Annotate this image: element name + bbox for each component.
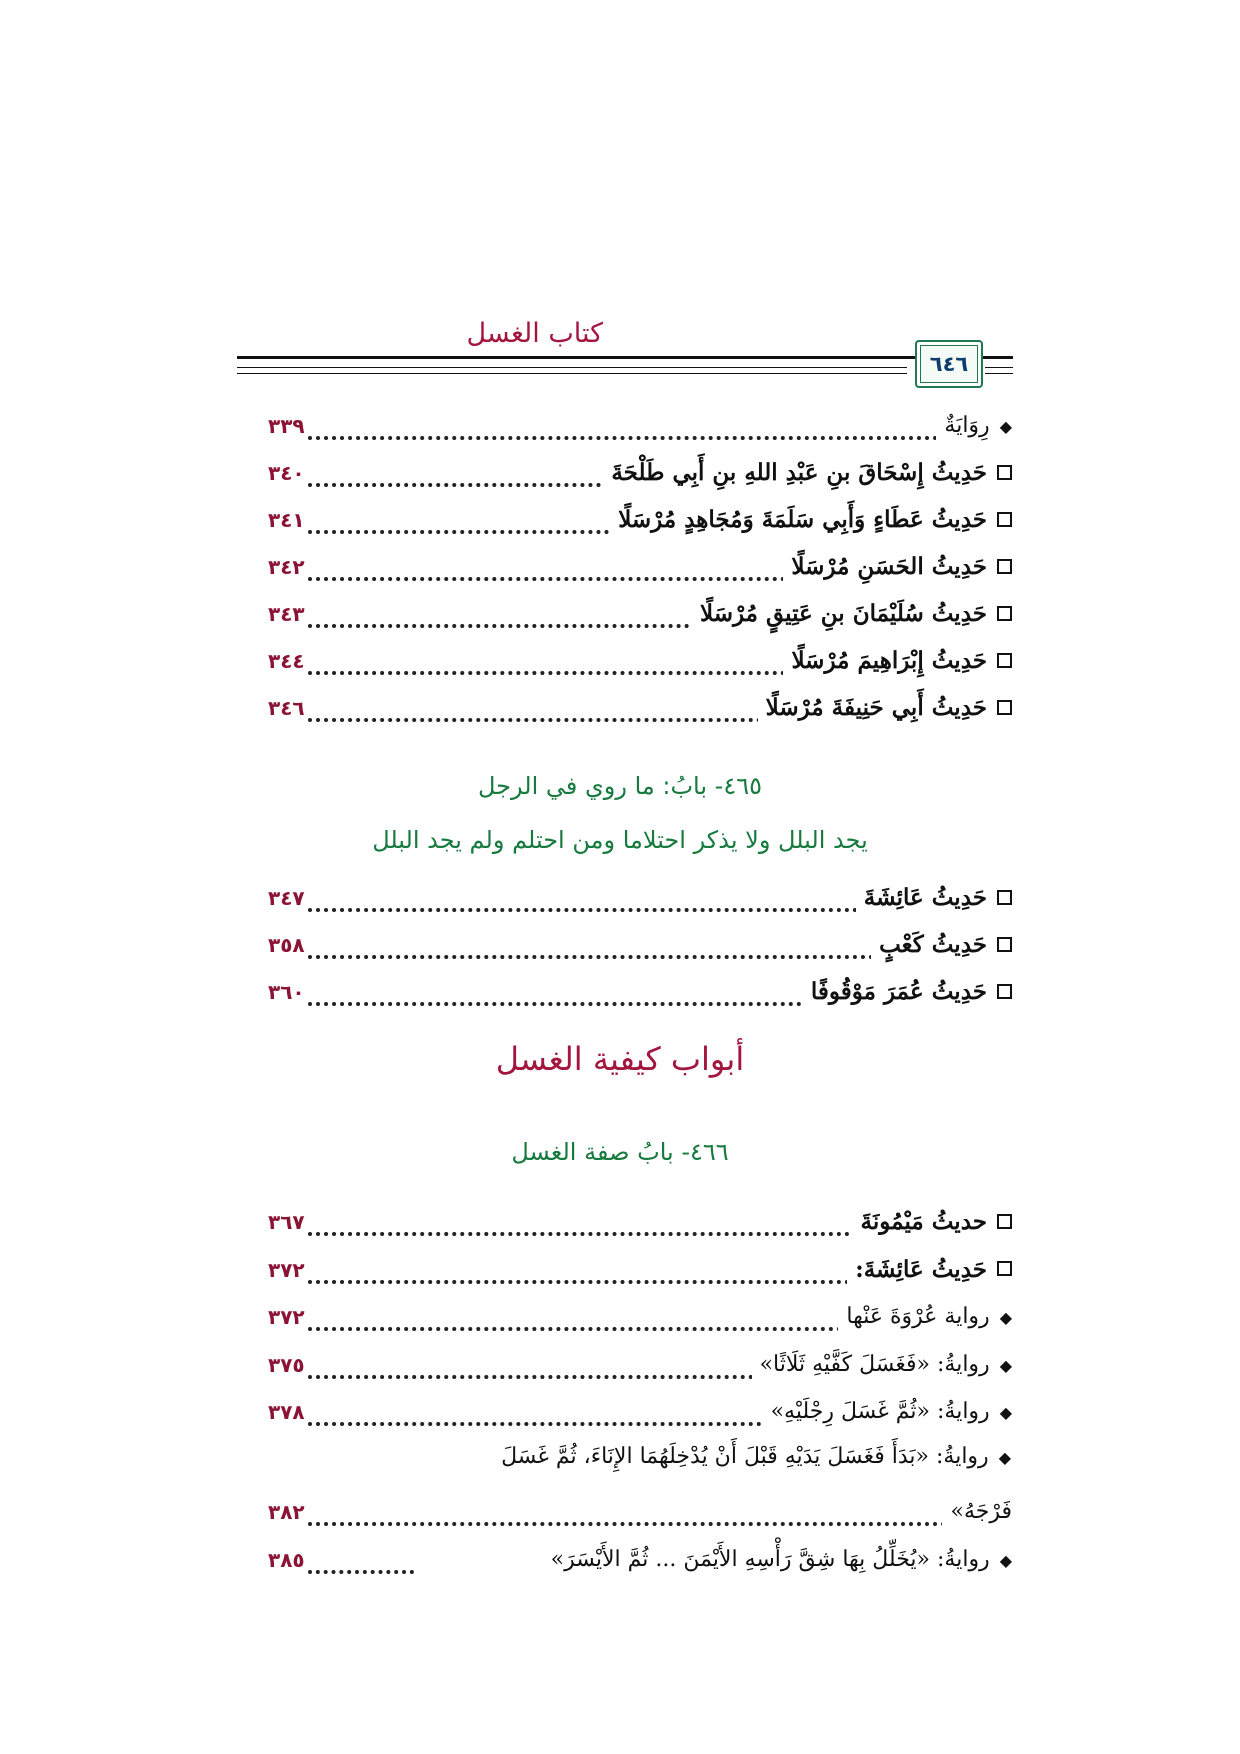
section-466-title: ٤٦٦- بابُ صفة الغسل: [511, 1138, 729, 1166]
entry-label: [853, 1200, 1012, 1244]
entry-text: حديثُ مَيْمُونَةَ: [860, 1208, 987, 1235]
entry-label: [803, 970, 1012, 1014]
toc-row: [270, 451, 1012, 495]
toc-row: [270, 592, 1012, 636]
dot-leader: [308, 1518, 1002, 1526]
header-rule: [985, 373, 1013, 374]
square-bullet-icon: [997, 1261, 1012, 1276]
page-number: ٦٤٦: [929, 352, 969, 376]
header-rule: [985, 367, 1013, 368]
page-ref: ٣٧٢: [268, 1257, 305, 1282]
entry-text: حَدِيثُ إِسْحَاقَ بنِ عَبْدِ اللهِ بنِ أَبِي طَلْحَةَ: [611, 459, 987, 486]
header-rule: [237, 373, 907, 374]
toc-row: [270, 1343, 1012, 1387]
page-ref: ٣٤٣: [268, 602, 305, 626]
entry-label: [603, 451, 1012, 495]
entry-text: حَدِيثُ عَائِشَةَ: [863, 884, 987, 911]
entry-label: [610, 498, 1012, 542]
page-ref: ٣٤٦: [268, 696, 305, 720]
entry-label: [871, 923, 1012, 967]
square-bullet-icon: [997, 984, 1012, 999]
toc-row: [270, 1200, 1012, 1244]
book-title: كتاب الغسل: [466, 318, 603, 349]
dot-leader: [308, 1566, 414, 1574]
diamond-icon: ◆: [999, 1551, 1012, 1570]
entry-label: فَرْجَهُ»: [942, 1490, 1012, 1534]
square-bullet-icon: [997, 937, 1012, 952]
diamond-icon: ◆: [999, 1403, 1012, 1422]
toc-row: [270, 498, 1012, 542]
square-bullet-icon: [997, 606, 1012, 621]
diamond-icon: ◆: [998, 1448, 1011, 1467]
entry-label: [847, 1248, 1012, 1292]
toc-row: [270, 923, 1012, 967]
entry-text: حَدِيثُ عَطَاءٍ وَأَبِي سَلَمَةَ وَمُجَاهِدٍ مُرْسَلًا: [618, 506, 987, 533]
toc-row: [270, 876, 1012, 920]
page-ref: ٣٣٩: [268, 414, 305, 438]
entry-label: [692, 592, 1012, 636]
entry-text: حَدِيثُ إِبْرَاهِيمَ مُرْسَلًا: [791, 647, 987, 674]
entry-label: [752, 1343, 1012, 1388]
toc-row: [270, 1538, 1012, 1582]
diamond-icon: ◆: [999, 1308, 1012, 1327]
entry-text: حَدِيثُ أَبِي حَنِيفَةَ مُرْسَلًا: [765, 694, 987, 721]
entry-label: [856, 876, 1012, 920]
page-ref: ٣٨٥: [268, 1548, 305, 1572]
page-ref: ٣٦٠: [268, 980, 305, 1004]
toc-row: [270, 1295, 1012, 1339]
entry-label: روايةُ: «بَدَأَ فَغَسَلَ يَدَيْهِ قَبْلَ أَنْ يُدْخِلَهُمَا الإِنَاءَ، ثُمَّ غَسَلَ: [501, 1444, 989, 1469]
toc-row: [270, 686, 1012, 730]
entry-label: [758, 686, 1012, 730]
page-ref: ٣٤٤: [268, 649, 305, 673]
toc-row: [270, 1248, 1012, 1292]
entry-text: روايةُ: «فَغَسَلَ كَفَّيْهِ ثَلَاثًا»: [759, 1351, 990, 1377]
page-ref: ٣٤٠: [268, 461, 305, 485]
entry-text: رِوَايَةٌ: [944, 413, 990, 438]
square-bullet-icon: [997, 890, 1012, 905]
square-bullet-icon: [997, 700, 1012, 715]
page-ref: ٣٤٧: [268, 886, 305, 910]
entry-text: حَدِيثُ الحَسَنِ مُرْسَلًا: [791, 553, 987, 580]
entry-label: [763, 1390, 1012, 1435]
entry-label: [936, 404, 1012, 449]
toc-row: [270, 545, 1012, 589]
toc-row: [270, 970, 1012, 1014]
page-header: [237, 318, 1013, 388]
entry-text: روايةُ: «ثُمَّ غَسَلَ رِجْلَيْهِ»: [770, 1399, 990, 1424]
toc-row: [270, 1490, 1012, 1534]
entry-label: [783, 545, 1012, 589]
toc-row: [270, 639, 1012, 683]
diamond-icon: ◆: [999, 1355, 1012, 1375]
entry-text: حَدِيثُ كَعْبٍ: [879, 931, 987, 958]
page-ref: ٣٨٢: [268, 1500, 305, 1524]
page-ref: ٣٧٥: [268, 1352, 305, 1377]
toc-row: [270, 404, 1012, 448]
page-ref: ٣٧٨: [268, 1400, 305, 1424]
entry-text: روايةُ: «يُخَلِّلُ بِهَا شِقَّ رَأْسِهِ الأَيْمَنَ ... ثُمَّ الأَيْسَرَ»: [550, 1547, 990, 1572]
square-bullet-icon: [997, 653, 1012, 668]
header-rule: [237, 356, 1013, 359]
square-bullet-icon: [997, 465, 1012, 480]
diamond-icon: ◆: [999, 417, 1012, 436]
list-item: [269, 1444, 1011, 1469]
page-ref: ٣٤١: [268, 508, 305, 532]
entry-label: [838, 1295, 1012, 1340]
entry-text: حَدِيثُ عُمَرَ مَوْقُوفًا: [810, 978, 987, 1005]
part-title: أبواب كيفية الغسل: [495, 1040, 745, 1078]
header-rule: [237, 367, 907, 368]
dot-leader: [308, 432, 1002, 440]
entry-label: [543, 1538, 1012, 1583]
toc-row: [270, 1390, 1012, 1434]
section-465-title: ٤٦٥- بابُ: ما روي في الرجل: [478, 772, 762, 800]
square-bullet-icon: [997, 559, 1012, 574]
square-bullet-icon: [997, 512, 1012, 527]
page-ref: ٣٥٨: [268, 933, 305, 957]
entry-text: رواية عُرْوَةَ عَنْها: [846, 1304, 990, 1329]
section-465-subtitle: يجد البلل ولا يذكر احتلاما ومن احتلم ولم يجد البلل: [372, 826, 868, 854]
entry-text: حَدِيثُ سُلَيْمَانَ بنِ عَتِيقٍ مُرْسَلًا: [699, 600, 987, 627]
entry-label: [783, 639, 1012, 683]
square-bullet-icon: [997, 1214, 1012, 1229]
entry-text: حَدِيثُ عَائِشَةَ:: [855, 1255, 987, 1283]
page-number-badge: [915, 340, 983, 388]
page-ref: ٣٤٢: [268, 555, 305, 579]
page-ref: ٣٦٧: [268, 1210, 305, 1234]
page-ref: ٣٧٢: [268, 1305, 305, 1329]
